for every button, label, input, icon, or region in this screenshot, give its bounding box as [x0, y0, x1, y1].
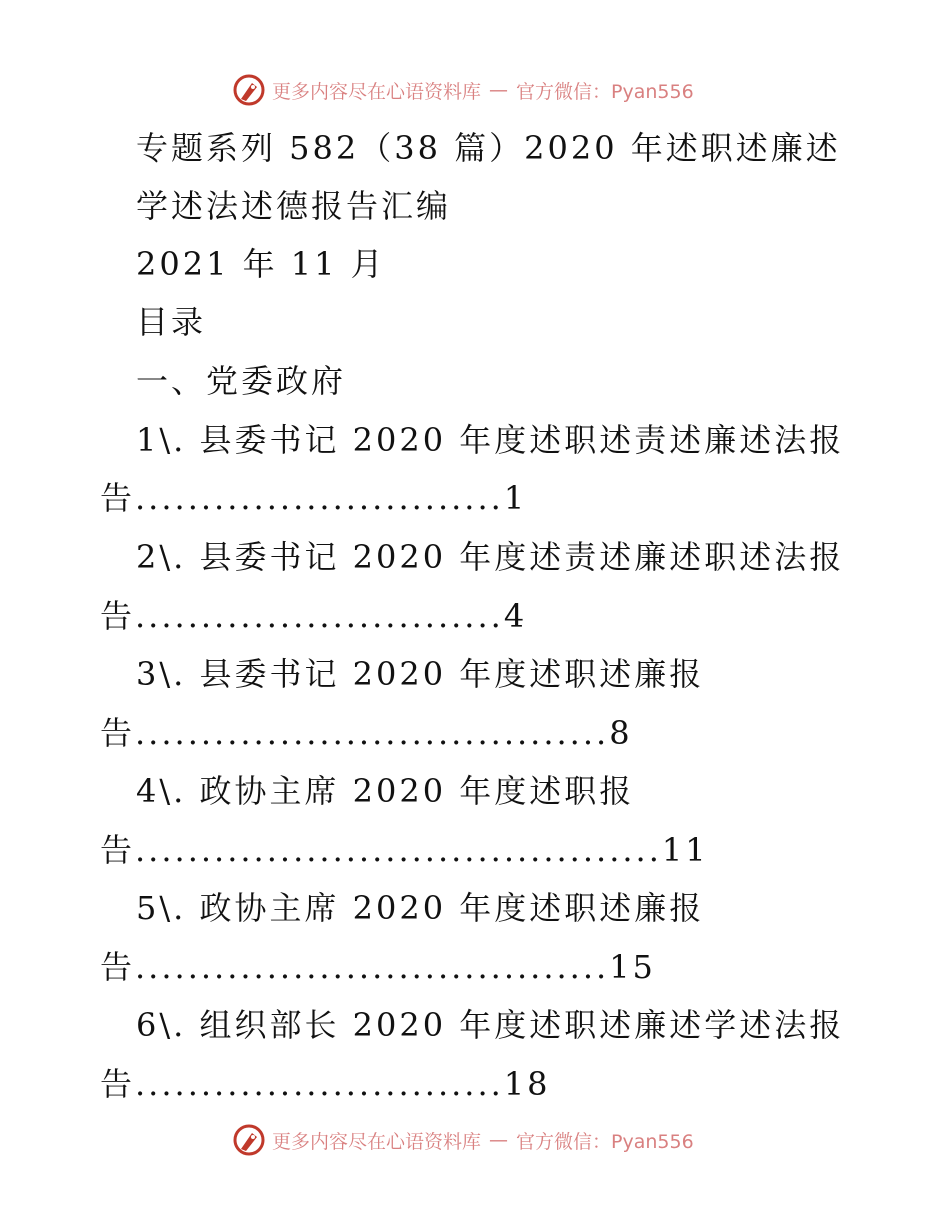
- toc-entry-leader[interactable]: 告............................18: [100, 1065, 551, 1103]
- toc-heading: 目录: [136, 303, 207, 341]
- document-title-line2: 学述法述德报告汇编: [136, 187, 452, 225]
- section-title: 一、党委政府: [136, 362, 347, 400]
- pen-nib-logo-icon: [232, 1123, 266, 1157]
- toc-entry-title[interactable]: 1\. 县委书记 2020 年度述职述责述廉述法报: [136, 421, 845, 459]
- toc-entry-leader[interactable]: 告....................................15: [100, 948, 656, 986]
- toc-entry-leader[interactable]: 告........................................11: [100, 831, 709, 869]
- watermark-site-text: 更多内容尽在心语资料库: [272, 80, 482, 103]
- toc-entry-title[interactable]: 3\. 县委书记 2020 年度述职述廉报: [136, 655, 705, 693]
- watermark-site-text: 更多内容尽在心语资料库: [272, 1130, 482, 1153]
- toc-entry-leader[interactable]: 告............................4: [100, 597, 528, 635]
- watermark-wechat-text: 官方微信：Pyan556: [516, 80, 694, 103]
- watermark-wechat-text: 官方微信：Pyan556: [516, 1130, 694, 1153]
- toc-entry-title[interactable]: 6\. 组织部长 2020 年度述职述廉述学述法报: [136, 1006, 845, 1044]
- document-date: 2021 年 11 月: [136, 245, 386, 283]
- watermark-banner-top: [232, 70, 694, 110]
- document-title-line1: 专题系列 582（38 篇）2020 年述职述廉述: [136, 129, 841, 167]
- toc-entry-title[interactable]: 4\. 政协主席 2020 年度述职报: [136, 772, 635, 810]
- watermark-banner-bottom: [232, 1120, 694, 1160]
- watermark-separator: —: [489, 79, 509, 101]
- toc-entry-leader[interactable]: 告............................1: [100, 479, 528, 517]
- toc-entry-leader[interactable]: 告....................................8: [100, 714, 633, 752]
- pen-nib-logo-icon: [232, 73, 266, 107]
- toc-entry-title[interactable]: 5\. 政协主席 2020 年度述职述廉报: [136, 889, 705, 927]
- watermark-separator: —: [489, 1129, 509, 1151]
- toc-entry-title[interactable]: 2\. 县委书记 2020 年度述责述廉述职述法报: [136, 538, 845, 576]
